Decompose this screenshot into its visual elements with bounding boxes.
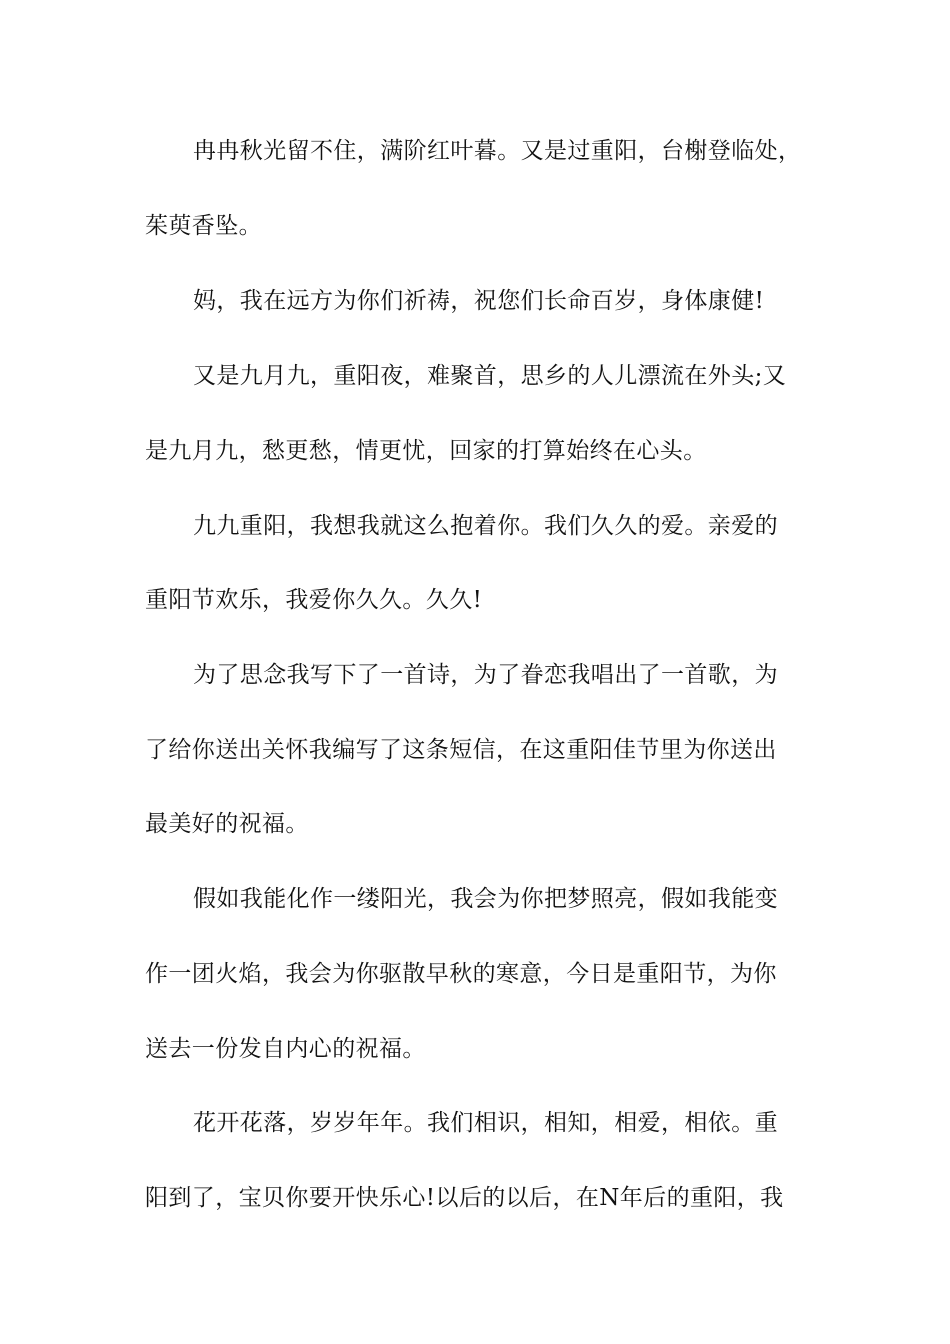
paragraph-6-line-1: 假如我能化作一缕阳光，我会为你把梦照亮，假如我能变: [193, 886, 778, 912]
paragraph-5-line-3: 最美好的祝福。: [145, 811, 309, 837]
paragraph-7-line-2: 阳到了，宝贝你要开快乐心!以后的以后，在N年后的重阳，我: [145, 1185, 784, 1211]
paragraph-4-line-1: 九九重阳，我想我就这么抱着你。我们久久的爱。亲爱的: [193, 513, 778, 539]
paragraph-3-line-2: 是九月九，愁更愁，情更忧，回家的打算始终在心头。: [145, 438, 707, 464]
paragraph-6-line-3: 送去一份发自内心的祝福。: [145, 1036, 426, 1062]
paragraph-5-line-1: 为了思念我写下了一首诗，为了眷恋我唱出了一首歌，为: [193, 662, 778, 688]
paragraph-1-line-1: 冉冉秋光留不住，满阶红叶暮。又是过重阳，台榭登临处，: [193, 138, 802, 164]
paragraph-5-line-2: 了给你送出关怀我编写了这条短信，在这重阳佳节里为你送出: [145, 737, 777, 763]
paragraph-7-line-1: 花开花落，岁岁年年。我们相识，相知，相爱，相依。重: [193, 1110, 778, 1136]
paragraph-4-line-2: 重阳节欢乐，我爱你久久。久久!: [145, 587, 483, 613]
paragraph-1-line-2: 茱萸香坠。: [145, 213, 262, 239]
paragraph-6-line-2: 作一团火焰，我会为你驱散早秋的寒意，今日是重阳节，为你: [145, 961, 777, 987]
paragraph-2-line-1: 妈，我在远方为你们祈祷，祝您们长命百岁，身体康健!: [193, 288, 765, 314]
paragraph-3-line-1: 又是九月九，重阳夜，难聚首，思乡的人儿漂流在外头;又: [193, 363, 787, 389]
